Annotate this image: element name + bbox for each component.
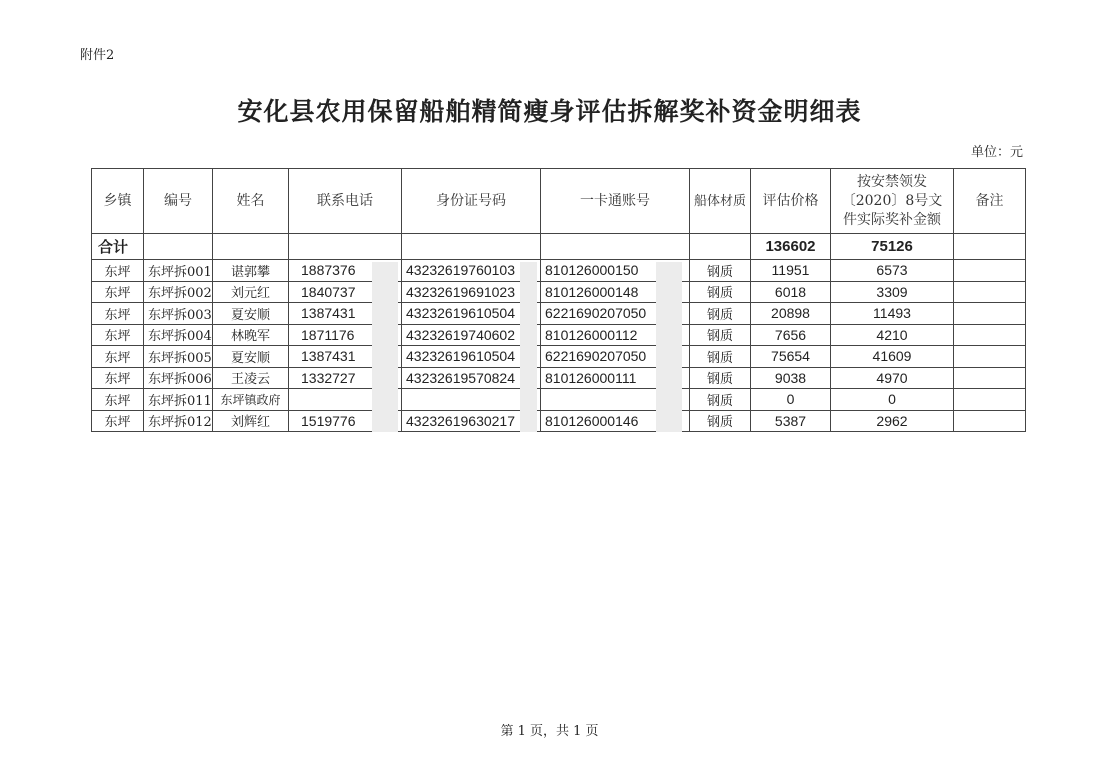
cell-note bbox=[954, 281, 1026, 303]
cell-name: 夏安顺 bbox=[213, 346, 289, 368]
table-row bbox=[92, 324, 1026, 346]
cell-town: 东坪 bbox=[92, 410, 144, 432]
cell-price: 11951 bbox=[751, 260, 831, 282]
cell-subsidy: 6573 bbox=[831, 260, 954, 282]
cell-name: 林晚军 bbox=[213, 324, 289, 346]
total-price: 136602 bbox=[751, 234, 831, 260]
page-title: 安化县农用保留船舶精简瘦身评估拆解奖补资金明细表 bbox=[237, 97, 862, 126]
subsidy-table bbox=[91, 168, 1026, 432]
cell-material: 钢质 bbox=[690, 303, 751, 325]
header-idcard: 身份证号码 bbox=[402, 169, 541, 234]
header-town: 乡镇 bbox=[92, 169, 144, 234]
cell-name: 刘辉红 bbox=[213, 410, 289, 432]
cell-phone: 1840737 bbox=[289, 281, 402, 303]
cell-record-id: 东坪拆005 bbox=[144, 346, 213, 368]
table-row bbox=[92, 281, 1026, 303]
header-material: 船体材质 bbox=[690, 169, 751, 234]
cell-record-id: 东坪拆003 bbox=[144, 303, 213, 325]
total-subsidy: 75126 bbox=[831, 234, 954, 260]
table-header-row bbox=[92, 169, 1026, 234]
empty-cell bbox=[402, 234, 541, 260]
empty-cell bbox=[690, 234, 751, 260]
cell-town: 东坪 bbox=[92, 389, 144, 411]
cell-account: 6221690207050 bbox=[541, 303, 690, 325]
cell-material: 钢质 bbox=[690, 281, 751, 303]
cell-material: 钢质 bbox=[690, 367, 751, 389]
cell-phone: 1387431 bbox=[289, 303, 402, 325]
cell-account: 810126000150 bbox=[541, 260, 690, 282]
cell-account: 810126000148 bbox=[541, 281, 690, 303]
cell-account: 810126000112 bbox=[541, 324, 690, 346]
total-row bbox=[92, 234, 1026, 260]
cell-subsidy: 4970 bbox=[831, 367, 954, 389]
empty-cell bbox=[954, 234, 1026, 260]
cell-material: 钢质 bbox=[690, 389, 751, 411]
total-label: 合计 bbox=[92, 234, 144, 260]
cell-idcard: 43232619610504 bbox=[402, 346, 541, 368]
cell-account: 810126000111 bbox=[541, 367, 690, 389]
cell-phone: 1871176 bbox=[289, 324, 402, 346]
cell-record-id: 东坪拆011 bbox=[144, 389, 213, 411]
cell-price: 75654 bbox=[751, 346, 831, 368]
cell-price: 7656 bbox=[751, 324, 831, 346]
cell-subsidy: 0 bbox=[831, 389, 954, 411]
cell-subsidy: 2962 bbox=[831, 410, 954, 432]
header-id: 编号 bbox=[144, 169, 213, 234]
cell-price: 5387 bbox=[751, 410, 831, 432]
cell-town: 东坪 bbox=[92, 324, 144, 346]
table-row bbox=[92, 346, 1026, 368]
cell-account: 6221690207050 bbox=[541, 346, 690, 368]
redaction-idcard bbox=[520, 262, 537, 432]
empty-cell bbox=[144, 234, 213, 260]
cell-town: 东坪 bbox=[92, 303, 144, 325]
empty-cell bbox=[541, 234, 690, 260]
cell-phone: 1387431 bbox=[289, 346, 402, 368]
cell-material: 钢质 bbox=[690, 346, 751, 368]
cell-record-id: 东坪拆012 bbox=[144, 410, 213, 432]
redaction-phone bbox=[372, 262, 398, 432]
cell-record-id: 东坪拆002 bbox=[144, 281, 213, 303]
cell-material: 钢质 bbox=[690, 324, 751, 346]
cell-note bbox=[954, 410, 1026, 432]
cell-price: 20898 bbox=[751, 303, 831, 325]
cell-idcard: 43232619610504 bbox=[402, 303, 541, 325]
cell-phone: 1332727 bbox=[289, 367, 402, 389]
cell-note bbox=[954, 367, 1026, 389]
cell-name: 刘元红 bbox=[213, 281, 289, 303]
cell-idcard: 43232619630217 bbox=[402, 410, 541, 432]
cell-record-id: 东坪拆001 bbox=[144, 260, 213, 282]
cell-record-id: 东坪拆004 bbox=[144, 324, 213, 346]
table-row bbox=[92, 303, 1026, 325]
cell-material: 钢质 bbox=[690, 410, 751, 432]
empty-cell bbox=[213, 234, 289, 260]
cell-subsidy: 41609 bbox=[831, 346, 954, 368]
table-row bbox=[92, 367, 1026, 389]
cell-note bbox=[954, 303, 1026, 325]
cell-idcard: 43232619760103 bbox=[402, 260, 541, 282]
cell-subsidy: 3309 bbox=[831, 281, 954, 303]
cell-name: 谌郭攀 bbox=[213, 260, 289, 282]
table-row bbox=[92, 410, 1026, 432]
cell-phone: 1519776 bbox=[289, 410, 402, 432]
cell-note bbox=[954, 346, 1026, 368]
cell-price: 9038 bbox=[751, 367, 831, 389]
cell-account: 810126000146 bbox=[541, 410, 690, 432]
cell-idcard: 43232619691023 bbox=[402, 281, 541, 303]
cell-town: 东坪 bbox=[92, 260, 144, 282]
cell-town: 东坪 bbox=[92, 346, 144, 368]
cell-subsidy: 4210 bbox=[831, 324, 954, 346]
empty-cell bbox=[289, 234, 402, 260]
cell-town: 东坪 bbox=[92, 281, 144, 303]
header-price: 评估价格 bbox=[751, 169, 831, 234]
table-row bbox=[92, 389, 1026, 411]
header-name: 姓名 bbox=[213, 169, 289, 234]
cell-idcard: 43232619570824 bbox=[402, 367, 541, 389]
cell-idcard: 43232619740602 bbox=[402, 324, 541, 346]
table-row bbox=[92, 260, 1026, 282]
cell-town: 东坪 bbox=[92, 367, 144, 389]
cell-note bbox=[954, 389, 1026, 411]
cell-name: 夏安顺 bbox=[213, 303, 289, 325]
cell-name: 东坪镇政府 bbox=[213, 389, 289, 411]
cell-price: 6018 bbox=[751, 281, 831, 303]
cell-material: 钢质 bbox=[690, 260, 751, 282]
cell-record-id: 东坪拆006 bbox=[144, 367, 213, 389]
header-phone: 联系电话 bbox=[289, 169, 402, 234]
header-account: 一卡通账号 bbox=[541, 169, 690, 234]
redaction-account bbox=[656, 262, 682, 432]
attachment-label: 附件2 bbox=[80, 48, 115, 63]
cell-note bbox=[954, 260, 1026, 282]
cell-name: 王凌云 bbox=[213, 367, 289, 389]
unit-label: 单位：元 bbox=[970, 145, 1023, 160]
header-note: 备注 bbox=[954, 169, 1026, 234]
header-subsidy: 按安禁领发〔2020〕8号文件实际奖补金额 bbox=[831, 169, 954, 234]
cell-price: 0 bbox=[751, 389, 831, 411]
cell-phone: 1887376 bbox=[289, 260, 402, 282]
cell-note bbox=[954, 324, 1026, 346]
page-footer: 第 1 页，共 1 页 bbox=[500, 724, 599, 739]
cell-subsidy: 11493 bbox=[831, 303, 954, 325]
